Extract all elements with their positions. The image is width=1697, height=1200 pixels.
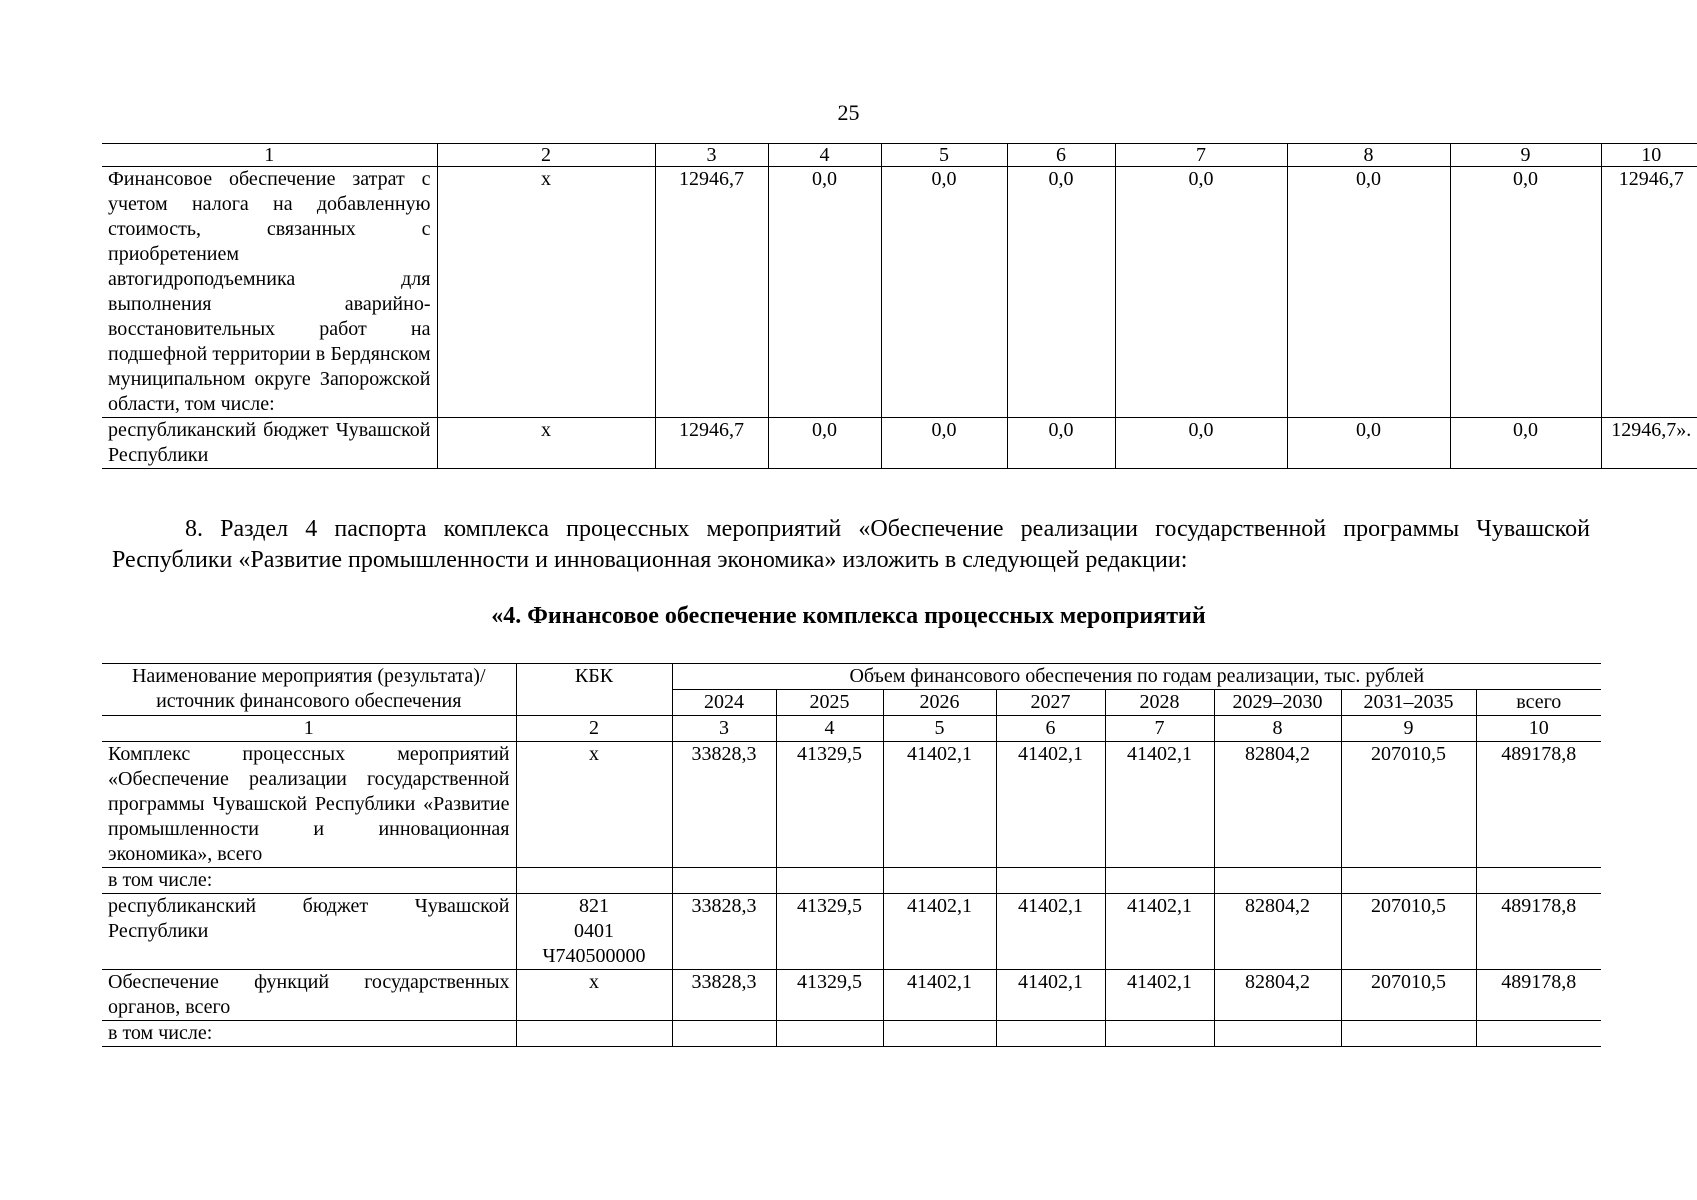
row-label-cell: Обеспечение функций государственных органов, всего <box>102 970 516 1021</box>
value-cell: 0,0 <box>1007 167 1115 418</box>
value-cell <box>883 868 996 894</box>
table-row <box>102 868 1601 894</box>
value-cell: 82804,2 <box>1214 894 1341 970</box>
year-header-cell: 2028 <box>1105 690 1214 716</box>
column-number-cell: 7 <box>1115 144 1287 167</box>
value-cell: 41402,1 <box>996 742 1105 868</box>
column-number-cell: 9 <box>1450 144 1601 167</box>
top-table <box>102 143 1697 469</box>
value-cell <box>1476 868 1601 894</box>
row-label-cell: в том числе: <box>102 1021 516 1047</box>
value-cell: 0,0 <box>1287 418 1450 469</box>
column-number-cell: 1 <box>102 144 437 167</box>
header-kbk-cell: КБК <box>516 664 672 716</box>
value-cell: 489178,8 <box>1476 742 1601 868</box>
financing-table <box>102 663 1601 1047</box>
column-number-cell: 5 <box>881 144 1007 167</box>
kbk-cell: 821 0401 Ч740500000 <box>516 894 672 970</box>
year-header-cell: 2029–2030 <box>1214 690 1341 716</box>
value-cell: 0,0 <box>1287 167 1450 418</box>
table-row <box>102 418 1697 469</box>
column-number-cell: 5 <box>883 716 996 742</box>
year-header-cell: 2027 <box>996 690 1105 716</box>
kbk-cell <box>516 1021 672 1047</box>
value-cell: 0,0 <box>1450 418 1601 469</box>
column-number-cell: 1 <box>102 716 516 742</box>
value-cell: 41402,1 <box>883 742 996 868</box>
value-cell <box>672 1021 776 1047</box>
value-cell: 207010,5 <box>1341 970 1476 1021</box>
section-heading: «4. Финансовое обеспечение комплекса процессных мероприятий <box>491 603 1206 629</box>
value-cell <box>1105 868 1214 894</box>
column-number-cell: 2 <box>437 144 655 167</box>
column-number-cell: 3 <box>655 144 768 167</box>
value-cell <box>776 868 883 894</box>
value-cell: 41402,1 <box>996 970 1105 1021</box>
header-name-cell: Наименование мероприятия (результата)/источник финансового обеспечения <box>102 664 516 716</box>
value-cell: 0,0 <box>1007 418 1115 469</box>
column-number-cell: 9 <box>1341 716 1476 742</box>
year-header-cell: 2026 <box>883 690 996 716</box>
value-cell: 0,0 <box>1115 418 1287 469</box>
row-label-cell: республиканский бюджет Чувашской Республики <box>102 418 437 469</box>
value-cell <box>1214 1021 1341 1047</box>
year-header-cell: 2031–2035 <box>1341 690 1476 716</box>
column-number-cell: 10 <box>1476 716 1601 742</box>
row-label-cell: Комплекс процессных мероприятий «Обеспечение реализации государственной программы Чувашской Республики «Развитие промышленности и инновационная экономика», всего <box>102 742 516 868</box>
value-cell: 0,0 <box>881 167 1007 418</box>
table-header-row <box>102 664 1601 690</box>
page-number: 25 <box>837 100 860 125</box>
value-cell: 489178,8 <box>1476 894 1601 970</box>
column-number-cell: 6 <box>996 716 1105 742</box>
column-number-cell: 8 <box>1287 144 1450 167</box>
column-number-cell: 3 <box>672 716 776 742</box>
kbk-cell: х <box>516 742 672 868</box>
table-row <box>102 742 1601 868</box>
value-cell: 12946,7». <box>1601 418 1697 469</box>
table-row <box>102 167 1697 418</box>
value-cell: 41402,1 <box>1105 970 1214 1021</box>
table-row <box>102 894 1601 970</box>
value-cell <box>672 868 776 894</box>
column-number-cell: 10 <box>1601 144 1697 167</box>
value-cell: 489178,8 <box>1476 970 1601 1021</box>
value-cell: 0,0 <box>1115 167 1287 418</box>
value-cell: 82804,2 <box>1214 970 1341 1021</box>
value-cell: х <box>437 167 655 418</box>
value-cell: 0,0 <box>768 167 881 418</box>
value-cell <box>1476 1021 1601 1047</box>
value-cell <box>1214 868 1341 894</box>
value-cell: 33828,3 <box>672 894 776 970</box>
value-cell: 12946,7 <box>655 167 768 418</box>
column-number-row <box>102 716 1601 742</box>
value-cell: 41402,1 <box>883 894 996 970</box>
year-header-cell: 2025 <box>776 690 883 716</box>
header-group-cell: Объем финансового обеспечения по годам реализации, тыс. рублей <box>672 664 1601 690</box>
value-cell: 41402,1 <box>996 894 1105 970</box>
value-cell: 41329,5 <box>776 742 883 868</box>
row-label-cell: Финансовое обеспечение затрат с учетом налога на добавленную стоимость, связанных с приобретением автогидроподъемника для выполнения аварийно-восстановительных работ на подшефной территории в Бердянском муниципальном округе Запорожской области, том числе: <box>102 167 437 418</box>
value-cell <box>776 1021 883 1047</box>
table-row <box>102 970 1601 1021</box>
column-number-cell: 7 <box>1105 716 1214 742</box>
value-cell: х <box>437 418 655 469</box>
value-cell <box>1341 1021 1476 1047</box>
value-cell: 82804,2 <box>1214 742 1341 868</box>
table-header-row <box>102 144 1697 167</box>
value-cell: 12946,7 <box>655 418 768 469</box>
year-header-cell: всего <box>1476 690 1601 716</box>
value-cell: 41402,1 <box>1105 742 1214 868</box>
value-cell <box>1105 1021 1214 1047</box>
row-label-cell: республиканский бюджет Чувашской Республики <box>102 894 516 970</box>
column-number-cell: 2 <box>516 716 672 742</box>
value-cell: 41329,5 <box>776 894 883 970</box>
kbk-cell: х <box>516 970 672 1021</box>
year-header-cell: 2024 <box>672 690 776 716</box>
instruction-paragraph: 8. Раздел 4 паспорта комплекса процессных мероприятий «Обеспечение реализации государственной программы Чувашской Республики «Развитие промышленности и инновационная экономика» изложить в следующей редакции: <box>112 516 1590 573</box>
value-cell <box>1341 868 1476 894</box>
value-cell: 12946,7 <box>1601 167 1697 418</box>
value-cell: 41402,1 <box>883 970 996 1021</box>
value-cell: 0,0 <box>881 418 1007 469</box>
column-number-cell: 8 <box>1214 716 1341 742</box>
value-cell <box>996 1021 1105 1047</box>
column-number-cell: 4 <box>768 144 881 167</box>
row-label-cell: в том числе: <box>102 868 516 894</box>
value-cell <box>883 1021 996 1047</box>
value-cell: 207010,5 <box>1341 894 1476 970</box>
value-cell: 41402,1 <box>1105 894 1214 970</box>
value-cell: 41329,5 <box>776 970 883 1021</box>
table-row <box>102 1021 1601 1047</box>
value-cell <box>996 868 1105 894</box>
kbk-cell <box>516 868 672 894</box>
column-number-cell: 6 <box>1007 144 1115 167</box>
value-cell: 0,0 <box>1450 167 1601 418</box>
value-cell: 33828,3 <box>672 970 776 1021</box>
value-cell: 33828,3 <box>672 742 776 868</box>
value-cell: 0,0 <box>768 418 881 469</box>
value-cell: 207010,5 <box>1341 742 1476 868</box>
column-number-cell: 4 <box>776 716 883 742</box>
